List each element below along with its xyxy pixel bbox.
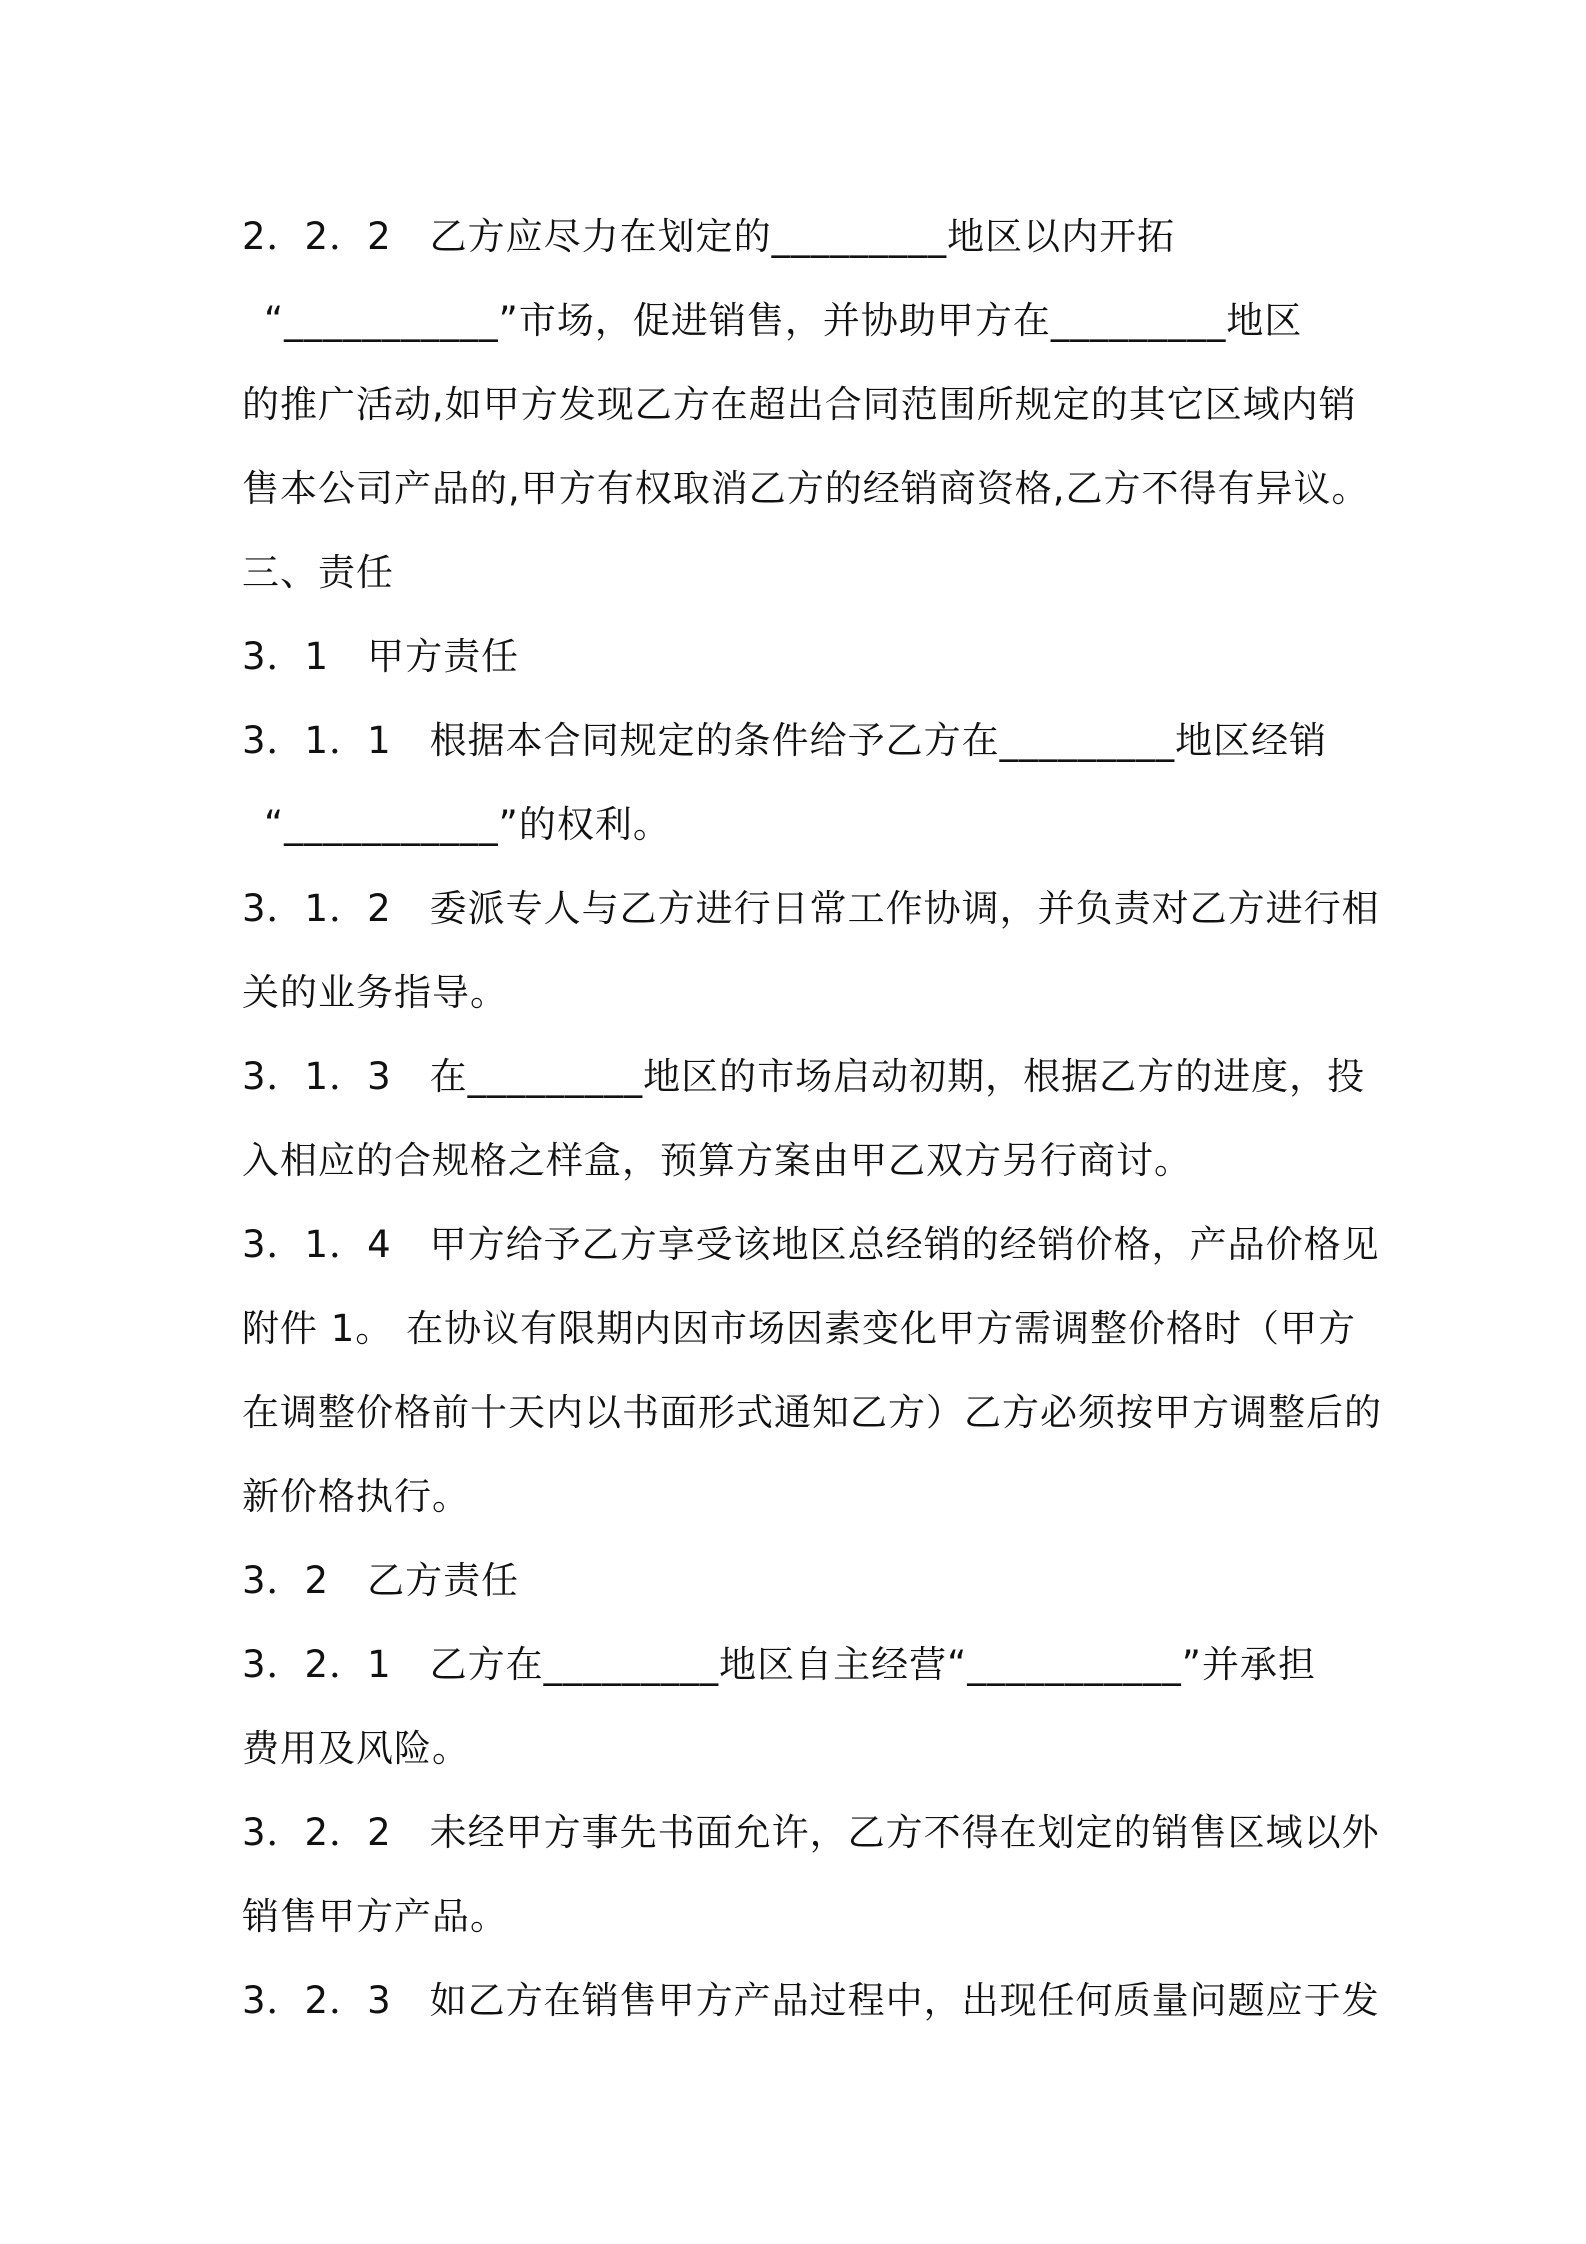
text-line: 关的业务指导。	[242, 971, 508, 1014]
text-line: 3．1．4 甲方给予乙方享受该地区总经销的经销价格，产品价格见	[242, 1223, 1380, 1266]
text-line: 附件 1。 在协议有限期内因市场因素变化甲方需调整价格时（甲方	[242, 1307, 1357, 1350]
text-line: 销售甲方产品。	[242, 1895, 508, 1938]
section-heading: 三、责任	[242, 551, 394, 594]
text-line: 费用及风险。	[242, 1727, 470, 1770]
text-line: 3．2．1 乙方在_________地区自主经营“___________”并承担	[242, 1643, 1316, 1686]
text-line: 售本公司产品的,甲方有权取消乙方的经销商资格,乙方不得有异议。	[242, 467, 1370, 510]
text-line: 新价格执行。	[242, 1475, 470, 1518]
text-line: “___________”市场，促进销售，并协助甲方在_________地区	[264, 299, 1303, 342]
subsection-heading: 3．2 乙方责任	[242, 1559, 520, 1602]
text-line: 3．1．1 根据本合同规定的条件给予乙方在_________地区经销	[242, 719, 1328, 762]
text-line: 3．2．3 如乙方在销售甲方产品过程中，出现任何质量问题应于发	[242, 1979, 1380, 2022]
subsection-heading: 3．1 甲方责任	[242, 635, 520, 678]
text-line: 3．1．3 在_________地区的市场启动初期，根据乙方的进度，投	[242, 1055, 1366, 1098]
text-line: 2．2．2 乙方应尽力在划定的_________地区以内开拓	[242, 215, 1176, 258]
text-line: 的推广活动,如甲方发现乙方在超出合同范围所规定的其它区域内销	[242, 383, 1357, 426]
text-line: 在调整价格前十天内以书面形式通知乙方）乙方必须按甲方调整后的	[242, 1391, 1382, 1434]
text-line: 3．2．2 未经甲方事先书面允许，乙方不得在划定的销售区域以外	[242, 1811, 1380, 1854]
text-line: 入相应的合规格之样盒，预算方案由甲乙双方另行商讨。	[242, 1139, 1192, 1182]
text-line: 3．1．2 委派专人与乙方进行日常工作协调，并负责对乙方进行相	[242, 887, 1380, 930]
document-body	[242, 195, 1382, 2043]
text-line: “___________”的权利。	[264, 803, 671, 846]
